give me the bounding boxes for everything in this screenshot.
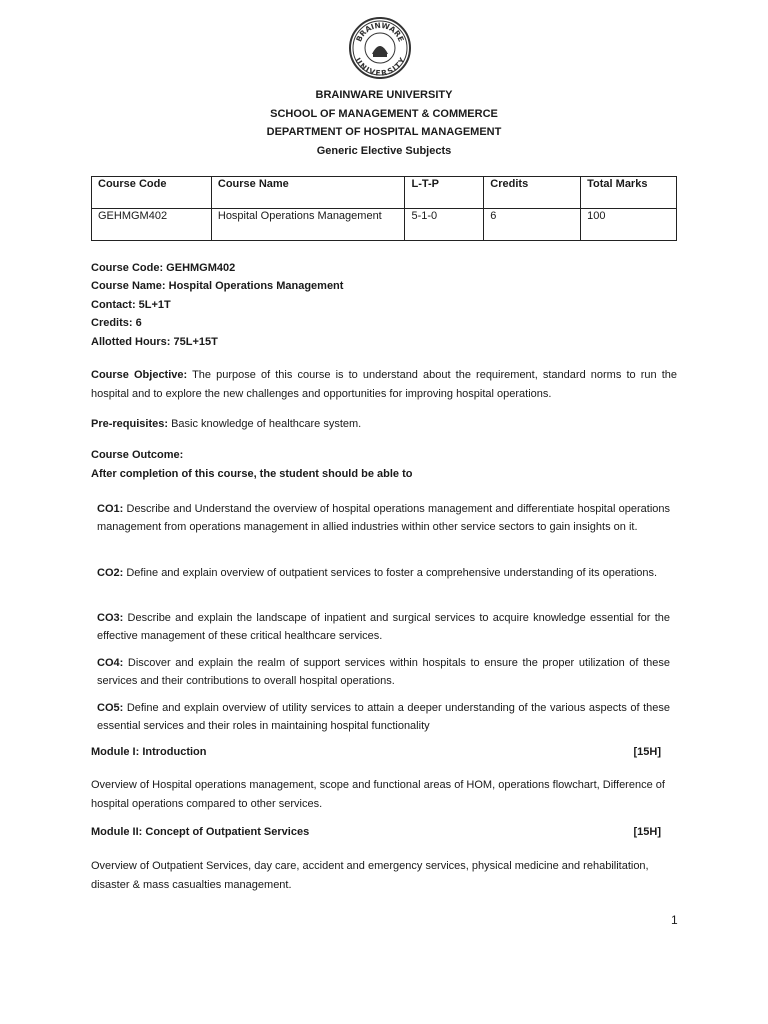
objective-text: The purpose of this course is to understand about the requirement, standard norms to run the hospital and to explore the new challenges and opportunities for improving hospital operations. <box>91 369 677 400</box>
co-text: Define and explain overview of outpatient services to foster a comprehensive understanding of its operations. <box>123 567 658 579</box>
table-header-cell: Credits <box>484 177 581 209</box>
co-label: CO1: <box>97 503 124 515</box>
university-name: BRAINWARE UNIVERSITY <box>315 89 453 101</box>
page-number: 1 <box>671 913 678 927</box>
co-text: Describe and Understand the overview of hospital operations management and differentiate hospital operations management from operations management in allied industries within other service sectors to gain insights on it. <box>97 503 670 534</box>
course-outcome-item <box>97 609 670 646</box>
credits-line: Credits: 6 <box>91 317 142 330</box>
prereq-text: Basic knowledge of healthcare system. <box>168 418 362 430</box>
co-text: Define and explain overview of utility services to attain a deeper understanding of the various aspects of these essential services and their roles in maintaining hospital functionality <box>97 702 670 733</box>
document-subtitle: Generic Elective Subjects <box>316 144 452 157</box>
course-outcome-item <box>97 564 670 582</box>
module-title: Module I: Introduction <box>91 746 207 758</box>
course-table <box>91 176 677 241</box>
table-cell: 6 <box>484 209 581 241</box>
module-heading <box>91 746 661 758</box>
table-cell: 100 <box>581 209 677 241</box>
table-header-cell: Course Name <box>211 177 405 209</box>
document-header <box>0 86 768 160</box>
course-name-line: Course Name: Hospital Operations Management <box>91 280 344 293</box>
table-header-cell: Course Code <box>92 177 212 209</box>
course-outcome-item <box>97 500 670 537</box>
prerequisites <box>91 415 677 434</box>
course-outcome-item <box>97 654 670 691</box>
department-name: DEPARTMENT OF HOSPITAL MANAGEMENT <box>266 126 502 139</box>
school-name: SCHOOL OF MANAGEMENT & COMMERCE <box>270 107 498 120</box>
course-outcome-heading <box>91 446 677 483</box>
logo-text-top: BRAINWARE <box>354 20 406 44</box>
module-description: Overview of Outpatient Services, day care, accident and emergency services, physical medicine and rehabilitation, disaster & mass casualties management. <box>91 860 649 891</box>
co-label: CO5: <box>97 702 124 714</box>
allotted-hours-line: Allotted Hours: 75L+15T <box>91 335 218 348</box>
co-label: CO4: <box>97 657 124 669</box>
contact-line: Contact: 5L+1T <box>91 298 171 311</box>
table-cell: Hospital Operations Management <box>211 209 405 241</box>
module-hours: [15H] <box>633 826 661 838</box>
table-row <box>92 209 677 241</box>
table-header-cell: L-T-P <box>405 177 484 209</box>
university-logo <box>348 16 412 80</box>
table-cell: GEHMGM402 <box>92 209 212 241</box>
table-cell: 5-1-0 <box>405 209 484 241</box>
course-info <box>91 259 343 351</box>
prereq-label: Pre-requisites: <box>91 418 169 430</box>
table-header-row <box>92 177 677 209</box>
objective-label: Course Objective: <box>91 369 188 381</box>
module-heading <box>91 826 661 838</box>
co-text: Discover and explain the realm of support services within hospitals to ensure the proper utilization of these services and their contributions to overall hospital operations. <box>97 657 670 688</box>
course-code-line: Course Code: GEHMGM402 <box>91 262 236 274</box>
course-objective <box>91 366 677 403</box>
module-hours: [15H] <box>633 746 661 758</box>
logo-text-bottom: UNIVERSITY <box>353 56 407 78</box>
co-label: CO3: <box>97 612 124 624</box>
module-description: Overview of Hospital operations management, scope and functional areas of HOM, operations flowchart, Difference of hospital operations compared to other services. <box>91 779 665 810</box>
co-label: CO2: <box>97 567 124 579</box>
co-text: Describe and explain the landscape of inpatient and surgical services to acquire knowledge essential for the effective management of these critical healthcare services. <box>97 612 670 643</box>
table-header-cell: Total Marks <box>581 177 677 209</box>
module-title: Module II: Concept of Outpatient Services <box>91 826 310 838</box>
outcome-intro: After completion of this course, the student should be able to <box>91 467 413 480</box>
course-outcome-item <box>97 699 670 736</box>
outcome-label: Course Outcome: <box>91 449 184 461</box>
